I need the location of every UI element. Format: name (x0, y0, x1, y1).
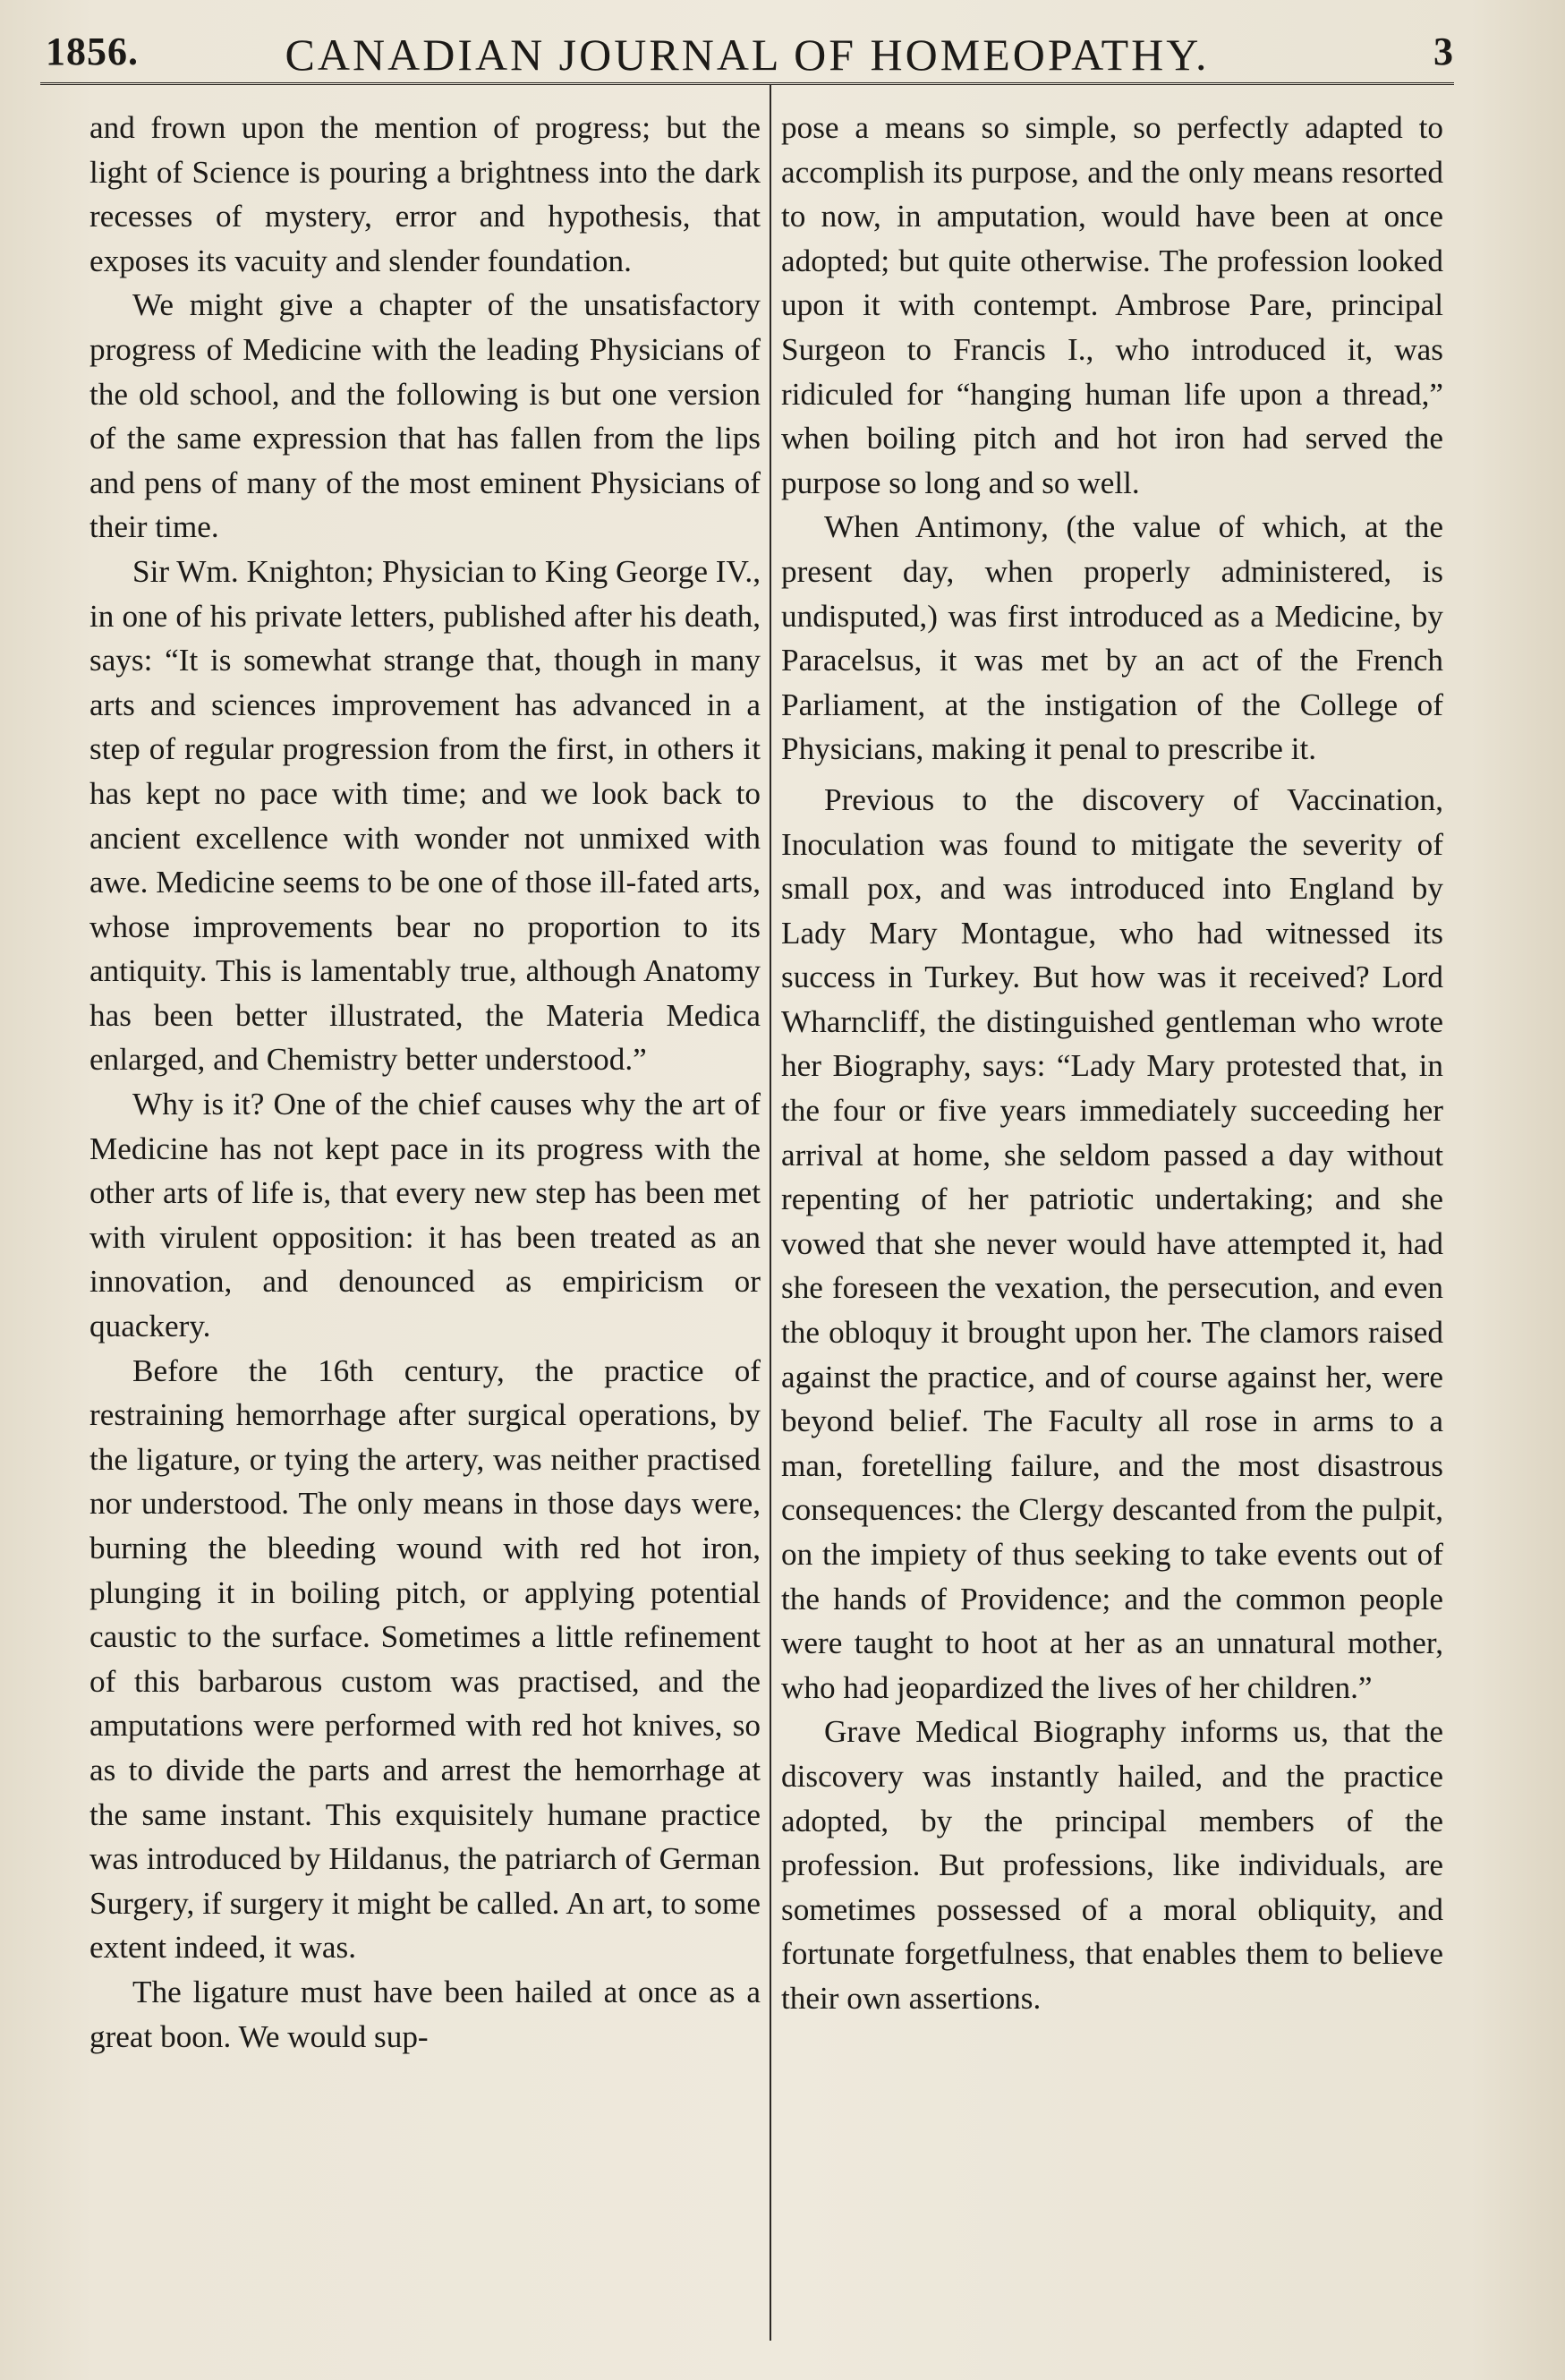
left-column (89, 106, 761, 2059)
header-year: 1856. (46, 30, 139, 73)
header-title: CANADIAN JOURNAL OF HOMEOPATHY. (285, 30, 1210, 80)
paragraph: pose a means so simple, so perfectly adapted to accomplish its purpose, and the only means resorted to now, in amputation, would have been at once adopted; but quite otherwise. The profession looked upon it with contempt. Ambrose Pare, principal Surgeon to Francis I., who introduced it, was ridiculed for “hanging human life upon a thread,” when boiling pitch and hot iron had served the purpose so long and so well. (781, 110, 1443, 500)
paragraph: and frown upon the mention of progress; but the light of Science is pouring a brightness into the dark recesses of mystery, error and hypothesis, that exposes its vacuity and slender foundation. (89, 110, 761, 278)
paragraph: The ligature must have been hailed at once as a great boon. We would sup- (89, 1974, 761, 2054)
header-page-number: 3 (1433, 30, 1454, 73)
paragraph: Why is it? One of the chief causes why the art of Medicine has not kept pace in its progress with the other arts of life is, that every new step has been met with virulent opposition: it has been treated as an innovation, and denounced as empiricism or quackery. (89, 1087, 761, 1344)
paragraph: Grave Medical Biography informs us, that the discovery was instantly hailed, and the practice adopted, by the principal members of the profession. But professions, like individuals, are sometimes possessed of a moral obliquity, and fortunate forgetfulness, that enables them to believe their own assertions. (781, 1714, 1443, 2016)
paragraph: We might give a chapter of the unsatisfactory progress of Medicine with the leading Physicians of the old school, and the following is but one version of the same expression that has fallen from the lips and pens of many of the most eminent Physicians of their time. (89, 287, 761, 545)
paragraph: Previous to the discovery of Vaccination, Inoculation was found to mitigate the severity of small pox, and was introduced into England by Lady Mary Montague, who had witnessed its success in Turkey. But how was it received? Lord Wharncliff, the distinguished gentleman who wrote her Biography, says: “Lady Mary protested that, in the four or five years immediately succeeding her arrival at home, she seldom passed a day without repenting of her patriotic undertaking; and she vowed that she never would have attempted it, had she foreseen the vexation, the persecution, and even the obloquy it brought upon her. The clamors raised against the practice, and of course against her, were beyond belief. The Faculty all rose in arms to a man, foretelling failure, and the most disastrous consequences: the Clergy descanted from the pulpit, on the impiety of thus seeking to take events out of the hands of Providence; and the common people were taught to hoot at her as an unnatural mother, who had jeopardized the lives of her children.” (781, 781, 1443, 1705)
right-column (781, 106, 1443, 2021)
paragraph: Before the 16th century, the practice of restraining hemorrhage after surgical operations, by the ligature, or tying the artery, was neither practised nor understood. The only means in those days were, burning the bleeding wound with red hot iron, plunging it in boiling pitch, or applying potential caustic to the surface. Sometimes a little refinement of this barbarous custom was practised, and the amputations were performed with red hot knives, so as to divide the parts and arrest the hemorrhage at the same instant. This exquisitely humane practice was introduced by Hildanus, the patriarch of German Surgery, if surgery it might be called. An art, to some extent indeed, it was. (89, 1352, 761, 1966)
column-divider (770, 85, 771, 2341)
running-header (40, 20, 1454, 85)
paragraph: Sir Wm. Knighton; Physician to King George IV., in one of his private letters, published after his death, says: “It is somewhat strange that, though in many arts and sciences improvement has advanced in a step of regular progression from the first, in others it has kept no pace with time; and we look back to ancient excellence with wonder not unmixed with awe. Medicine seems to be one of those ill-fated arts, whose improvements bear no proportion to its antiquity. This is lamentably true, although Anatomy has been better illustrated, the Materia Medica enlarged, and Chemistry better understood.” (89, 553, 761, 1078)
paragraph: When Antimony, (the value of which, at the present day, when properly administered, is undisputed,) was first introduced as a Medicine, by Paracelsus, it was met by an act of the French Parliament, at the instigation of the College of Physicians, making it penal to prescribe it. (781, 509, 1443, 767)
